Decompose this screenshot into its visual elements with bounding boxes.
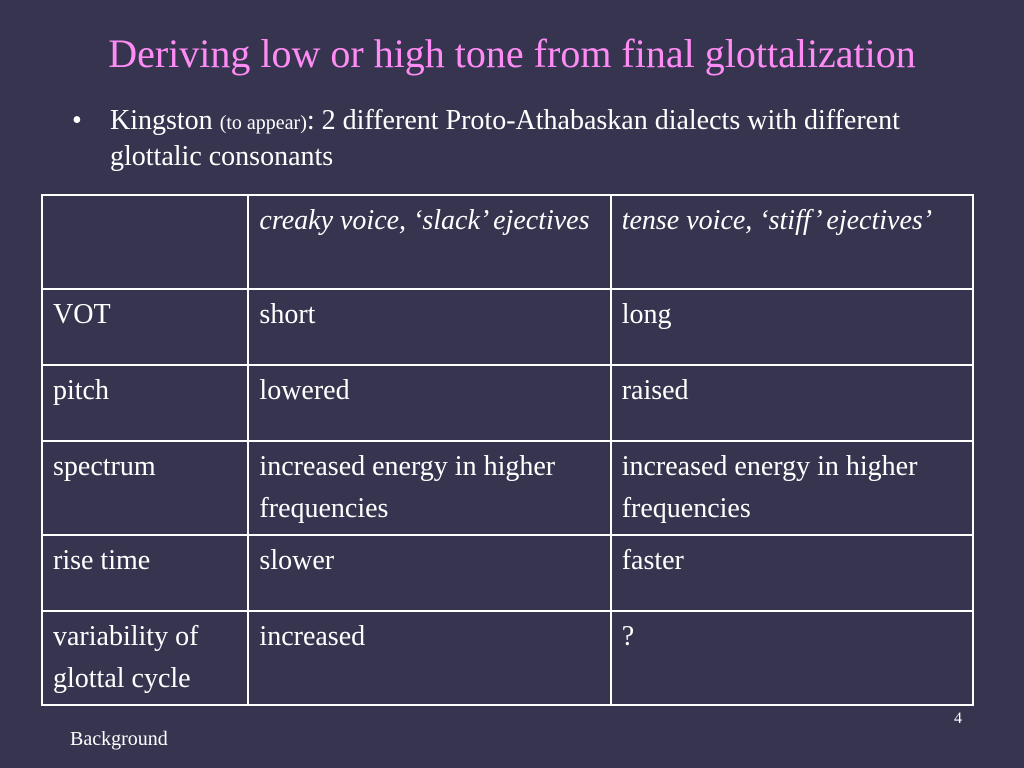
row-label-cell: rise time bbox=[42, 535, 248, 611]
table-header-row bbox=[42, 195, 973, 289]
table-cell: raised bbox=[611, 365, 973, 441]
table-cell: increased bbox=[248, 611, 610, 705]
row-label-cell: pitch bbox=[42, 365, 248, 441]
header-cell-creaky: creaky voice, ‘slack’ ejectives bbox=[248, 195, 610, 289]
header-cell-empty bbox=[42, 195, 248, 289]
footer-label: Background bbox=[70, 728, 168, 750]
row-label-cell: variability of glottal cycle bbox=[42, 611, 248, 705]
comparison-table bbox=[41, 194, 974, 706]
header-cell-tense: tense voice, ‘stiff’ ejectives’ bbox=[611, 195, 973, 289]
table-cell: short bbox=[248, 289, 610, 365]
table-cell: increased energy in higher frequencies bbox=[611, 441, 973, 535]
row-label-cell: VOT bbox=[42, 289, 248, 365]
table-cell: increased energy in higher frequencies bbox=[248, 441, 610, 535]
table-row bbox=[42, 289, 973, 365]
bullet-text-block bbox=[110, 104, 950, 174]
table-cell: long bbox=[611, 289, 973, 365]
table-cell: slower bbox=[248, 535, 610, 611]
slide-title: Deriving low or high tone from final glottalization bbox=[108, 31, 916, 76]
table-row bbox=[42, 365, 973, 441]
table-row bbox=[42, 441, 973, 535]
bullet-marker: • bbox=[72, 105, 82, 136]
table-cell: ? bbox=[611, 611, 973, 705]
bullet-note: (to appear) bbox=[219, 112, 307, 134]
bullet-text: : 2 different Proto-Athabaskan dialects with different glottalic consonants bbox=[110, 105, 900, 172]
table-row bbox=[42, 535, 973, 611]
row-label-cell: spectrum bbox=[42, 441, 248, 535]
table-row bbox=[42, 611, 973, 705]
slide-number: 4 bbox=[954, 710, 962, 727]
bullet-author: Kingston bbox=[110, 105, 220, 136]
table-cell: lowered bbox=[248, 365, 610, 441]
table-cell: faster bbox=[611, 535, 973, 611]
